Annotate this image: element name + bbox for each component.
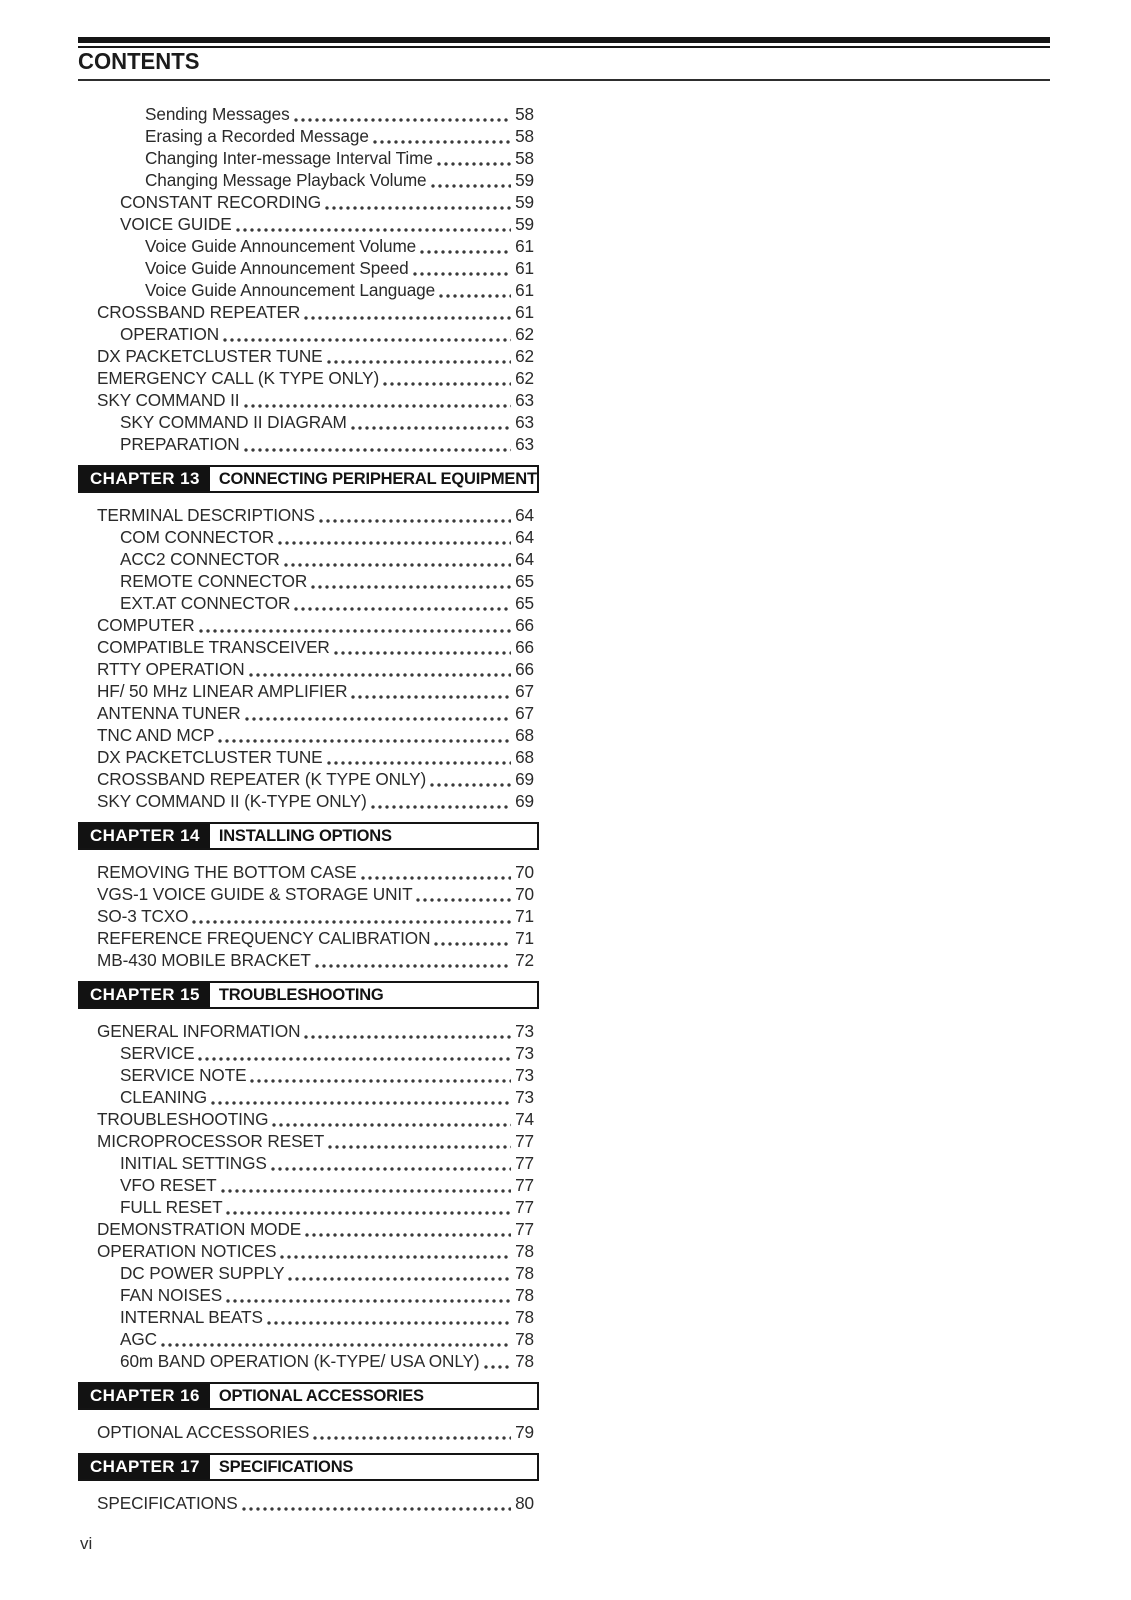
toc-entry-label: GENERAL INFORMATION bbox=[97, 1021, 301, 1041]
dot-leader bbox=[361, 876, 511, 880]
dot-leader bbox=[198, 1057, 511, 1061]
toc-entry bbox=[120, 1350, 539, 1372]
dot-leader bbox=[161, 1343, 511, 1347]
dot-leader bbox=[351, 695, 511, 699]
toc-entry-page-number: 77 bbox=[515, 1197, 534, 1217]
toc-entry-label: CONSTANT RECORDING bbox=[120, 192, 321, 212]
toc-entry-label: DEMONSTRATION MODE bbox=[97, 1219, 302, 1239]
toc-entry bbox=[97, 636, 539, 658]
toc-entry bbox=[120, 1328, 539, 1350]
dot-leader bbox=[371, 805, 511, 809]
dot-leader bbox=[294, 607, 511, 611]
toc-entry-label: INTERNAL BEATS bbox=[120, 1307, 263, 1327]
toc-entry-page-number: 59 bbox=[515, 192, 534, 212]
dot-leader bbox=[236, 228, 511, 232]
toc-entry bbox=[120, 548, 539, 570]
dot-leader bbox=[304, 1035, 511, 1039]
toc-entry bbox=[97, 1421, 539, 1443]
toc-entry bbox=[97, 1020, 539, 1042]
toc-entry-label: DX PACKETCLUSTER TUNE bbox=[97, 747, 323, 767]
toc-entry-page-number: 58 bbox=[515, 104, 534, 124]
toc-entry-label: TERMINAL DESCRIPTIONS bbox=[97, 505, 315, 525]
toc-entry bbox=[120, 323, 539, 345]
toc-entry-label: VOICE GUIDE bbox=[120, 214, 232, 234]
toc-entry-page-number: 77 bbox=[515, 1219, 534, 1239]
toc-entry bbox=[120, 411, 539, 433]
toc-entry-label: SO-3 TCXO bbox=[97, 906, 189, 926]
dot-leader bbox=[245, 717, 512, 721]
toc-entry-page-number: 74 bbox=[515, 1109, 534, 1129]
page-number-footer: vi bbox=[80, 1534, 93, 1553]
toc-entry-label: OPTIONAL ACCESSORIES bbox=[97, 1422, 310, 1442]
toc-entry-label: CLEANING bbox=[120, 1087, 208, 1107]
toc-entry bbox=[97, 861, 539, 883]
dot-leader bbox=[434, 942, 511, 946]
toc-entry-page-number: 73 bbox=[515, 1021, 534, 1041]
toc-entry-label: INITIAL SETTINGS bbox=[120, 1153, 267, 1173]
toc-entry bbox=[120, 1152, 539, 1174]
dot-leader bbox=[284, 563, 511, 567]
dot-leader bbox=[244, 404, 512, 408]
toc-entry bbox=[145, 125, 539, 147]
dot-leader bbox=[223, 338, 511, 342]
toc-entry bbox=[120, 1064, 539, 1086]
toc-entry-label: SKY COMMAND II bbox=[97, 390, 240, 410]
toc-entry-label: AGC bbox=[120, 1329, 157, 1349]
toc-entry bbox=[97, 504, 539, 526]
toc-entry-page-number: 78 bbox=[515, 1241, 534, 1261]
toc-entry-label: Changing Inter-message Interval Time bbox=[145, 148, 433, 168]
toc-entry-page-number: 64 bbox=[515, 527, 534, 547]
toc-entry-page-number: 65 bbox=[515, 571, 534, 591]
toc-entry-label: 60m BAND OPERATION (K-TYPE/ USA ONLY) bbox=[120, 1351, 480, 1371]
toc-entry bbox=[120, 1174, 539, 1196]
toc-entry-page-number: 69 bbox=[515, 769, 534, 789]
toc-entry bbox=[97, 680, 539, 702]
dot-leader bbox=[373, 140, 511, 144]
toc-entry bbox=[145, 235, 539, 257]
toc-entry bbox=[145, 169, 539, 191]
toc-entry-page-number: 58 bbox=[515, 148, 534, 168]
toc-entry bbox=[120, 191, 539, 213]
toc-entry bbox=[120, 1086, 539, 1108]
toc-entry-page-number: 77 bbox=[515, 1153, 534, 1173]
toc-entry-page-number: 72 bbox=[515, 950, 534, 970]
toc-entry bbox=[97, 949, 539, 971]
dot-leader bbox=[226, 1211, 511, 1215]
toc-entry-label: OPERATION bbox=[120, 324, 220, 344]
toc-entry-label: REMOTE CONNECTOR bbox=[120, 571, 308, 591]
toc-entry-label: EXT.AT CONNECTOR bbox=[120, 593, 291, 613]
dot-leader bbox=[211, 1101, 511, 1105]
chapter-heading bbox=[78, 1453, 539, 1481]
toc-entry-page-number: 78 bbox=[515, 1263, 534, 1283]
toc-entry-page-number: 64 bbox=[515, 505, 534, 525]
toc-entry-label: COM CONNECTOR bbox=[120, 527, 275, 547]
toc-entry bbox=[97, 389, 539, 411]
toc-entry-page-number: 78 bbox=[515, 1351, 534, 1371]
chapter-title: INSTALLING OPTIONS bbox=[218, 826, 392, 845]
toc-entry bbox=[120, 213, 539, 235]
toc-entry bbox=[145, 257, 539, 279]
toc-entry-label: MICROPROCESSOR RESET bbox=[97, 1131, 325, 1151]
dot-leader bbox=[192, 920, 511, 924]
dot-leader bbox=[294, 118, 511, 122]
toc-entry-label: SPECIFICATIONS bbox=[97, 1493, 238, 1513]
page-title: CONTENTS bbox=[78, 48, 200, 74]
toc-entry-page-number: 70 bbox=[515, 862, 534, 882]
toc-entry bbox=[97, 927, 539, 949]
dot-leader bbox=[280, 1255, 511, 1259]
toc-entry-label: HF/ 50 MHz LINEAR AMPLIFIER bbox=[97, 681, 348, 701]
toc-entry-label: REFERENCE FREQUENCY CALIBRATION bbox=[97, 928, 431, 948]
toc-entry bbox=[97, 883, 539, 905]
toc-entry bbox=[97, 1218, 539, 1240]
toc-entry bbox=[97, 367, 539, 389]
dot-leader bbox=[218, 739, 511, 743]
dot-leader bbox=[304, 316, 511, 320]
toc-entry-label: RTTY OPERATION bbox=[97, 659, 245, 679]
toc-entry-page-number: 70 bbox=[515, 884, 534, 904]
toc-entry-page-number: 77 bbox=[515, 1175, 534, 1195]
dot-leader bbox=[334, 651, 511, 655]
toc-entry bbox=[97, 746, 539, 768]
toc-entry-label: COMPATIBLE TRANSCEIVER bbox=[97, 637, 330, 657]
toc-entry-page-number: 73 bbox=[515, 1043, 534, 1063]
chapter-heading bbox=[78, 822, 539, 850]
toc-entry bbox=[97, 345, 539, 367]
dot-leader bbox=[431, 184, 512, 188]
dot-leader bbox=[226, 1299, 511, 1303]
toc-entry bbox=[120, 1196, 539, 1218]
chapter-number-badge: CHAPTER 16 bbox=[80, 1384, 210, 1408]
toc-entry-label: Voice Guide Announcement Volume bbox=[145, 236, 417, 256]
toc-entry-page-number: 71 bbox=[515, 906, 534, 926]
dot-leader bbox=[272, 1123, 511, 1127]
toc-entry-page-number: 62 bbox=[515, 324, 534, 344]
toc-entry-page-number: 61 bbox=[515, 258, 534, 278]
chapter-title: CONNECTING PERIPHERAL EQUIPMENT bbox=[218, 469, 537, 488]
dot-leader bbox=[271, 1167, 511, 1171]
toc-entry-page-number: 63 bbox=[515, 412, 534, 432]
toc-entry bbox=[120, 526, 539, 548]
toc-entry-label: DX PACKETCLUSTER TUNE bbox=[97, 346, 323, 366]
toc-entry-label: CROSSBAND REPEATER (K TYPE ONLY) bbox=[97, 769, 427, 789]
toc-entry-label: Erasing a Recorded Message bbox=[145, 126, 369, 146]
toc-entry-label: ANTENNA TUNER bbox=[97, 703, 241, 723]
toc-entry-label: TNC AND MCP bbox=[97, 725, 215, 745]
toc-entry bbox=[120, 1042, 539, 1064]
dot-leader bbox=[244, 448, 512, 452]
toc-entry bbox=[97, 790, 539, 812]
toc-entry bbox=[145, 147, 539, 169]
toc-entry-label: Sending Messages bbox=[145, 104, 290, 124]
toc-entry bbox=[97, 1240, 539, 1262]
toc-entry-page-number: 61 bbox=[515, 236, 534, 256]
toc-entry bbox=[145, 279, 539, 301]
toc-entry-label: SERVICE NOTE bbox=[120, 1065, 247, 1085]
header-double-rule-thick bbox=[78, 37, 1050, 43]
chapter-title: TROUBLESHOOTING bbox=[218, 985, 384, 1004]
dot-leader bbox=[420, 250, 511, 254]
toc-entry bbox=[120, 570, 539, 592]
toc-entry-label: COMPUTER bbox=[97, 615, 195, 635]
dot-leader bbox=[242, 1507, 512, 1511]
dot-leader bbox=[430, 783, 511, 787]
toc-entry-label: EMERGENCY CALL (K TYPE ONLY) bbox=[97, 368, 380, 388]
toc-entry-label: CROSSBAND REPEATER bbox=[97, 302, 301, 322]
toc-entry-page-number: 80 bbox=[515, 1493, 534, 1513]
toc-entry-page-number: 59 bbox=[515, 214, 534, 234]
dot-leader bbox=[311, 585, 511, 589]
toc-entry-label: REMOVING THE BOTTOM CASE bbox=[97, 862, 357, 882]
toc-entry-label: FULL RESET bbox=[120, 1197, 223, 1217]
toc-entry-page-number: 68 bbox=[515, 725, 534, 745]
header-underline-rule bbox=[78, 79, 1050, 81]
toc-entry bbox=[97, 1130, 539, 1152]
dot-leader bbox=[413, 272, 511, 276]
toc-entry-page-number: 73 bbox=[515, 1065, 534, 1085]
dot-leader bbox=[278, 541, 511, 545]
toc-entry-page-number: 69 bbox=[515, 791, 534, 811]
toc-entry-page-number: 78 bbox=[515, 1329, 534, 1349]
toc-entry-label: OPERATION NOTICES bbox=[97, 1241, 277, 1261]
toc-entry bbox=[97, 905, 539, 927]
toc-entry-label: TROUBLESHOOTING bbox=[97, 1109, 269, 1129]
chapter-number-badge: CHAPTER 13 bbox=[80, 467, 210, 491]
toc-entry-page-number: 78 bbox=[515, 1285, 534, 1305]
toc-entry-page-number: 78 bbox=[515, 1307, 534, 1327]
toc-entry-page-number: 58 bbox=[515, 126, 534, 146]
toc-entry-page-number: 59 bbox=[515, 170, 534, 190]
dot-leader bbox=[267, 1321, 511, 1325]
chapter-title: SPECIFICATIONS bbox=[218, 1457, 354, 1476]
toc-entry-label: MB-430 MOBILE BRACKET bbox=[97, 950, 311, 970]
dot-leader bbox=[327, 360, 512, 364]
toc-entry-page-number: 66 bbox=[515, 637, 534, 657]
dot-leader bbox=[250, 1079, 511, 1083]
toc-entry-label: ACC2 CONNECTOR bbox=[120, 549, 280, 569]
toc-entry-page-number: 62 bbox=[515, 368, 534, 388]
dot-leader bbox=[327, 761, 512, 765]
toc-entry bbox=[97, 724, 539, 746]
toc-entry bbox=[120, 1284, 539, 1306]
toc-entry-label: Changing Message Playback Volume bbox=[145, 170, 427, 190]
toc-entry-page-number: 79 bbox=[515, 1422, 534, 1442]
dot-leader bbox=[439, 294, 511, 298]
toc-entry-label: SKY COMMAND II DIAGRAM bbox=[120, 412, 347, 432]
toc-entry bbox=[97, 614, 539, 636]
toc-entry bbox=[120, 1306, 539, 1328]
dot-leader bbox=[199, 629, 512, 633]
chapter-number-badge: CHAPTER 15 bbox=[80, 983, 210, 1007]
toc-entry-page-number: 71 bbox=[515, 928, 534, 948]
toc-entry bbox=[97, 1492, 539, 1514]
dot-leader bbox=[416, 898, 511, 902]
table-of-contents bbox=[78, 103, 539, 1514]
toc-entry-page-number: 65 bbox=[515, 593, 534, 613]
dot-leader bbox=[305, 1233, 511, 1237]
toc-entry-label: Voice Guide Announcement Language bbox=[145, 280, 436, 300]
dot-leader bbox=[437, 162, 511, 166]
toc-entry-page-number: 61 bbox=[515, 302, 534, 322]
dot-leader bbox=[325, 206, 511, 210]
toc-entry bbox=[97, 702, 539, 724]
chapter-number-badge: CHAPTER 14 bbox=[80, 824, 210, 848]
toc-entry bbox=[120, 433, 539, 455]
header-double-rule-thin bbox=[78, 46, 1050, 48]
toc-entry-label: FAN NOISES bbox=[120, 1285, 223, 1305]
chapter-heading bbox=[78, 465, 539, 493]
toc-entry bbox=[120, 592, 539, 614]
chapter-title: OPTIONAL ACCESSORIES bbox=[218, 1386, 424, 1405]
toc-entry-page-number: 62 bbox=[515, 346, 534, 366]
toc-entry-page-number: 63 bbox=[515, 434, 534, 454]
dot-leader bbox=[249, 673, 511, 677]
toc-entry-page-number: 77 bbox=[515, 1131, 534, 1151]
toc-entry bbox=[97, 658, 539, 680]
toc-entry-page-number: 64 bbox=[515, 549, 534, 569]
chapter-heading bbox=[78, 1382, 539, 1410]
dot-leader bbox=[328, 1145, 511, 1149]
toc-entry-page-number: 66 bbox=[515, 615, 534, 635]
dot-leader bbox=[484, 1365, 512, 1369]
toc-entry-label: SKY COMMAND II (K-TYPE ONLY) bbox=[97, 791, 367, 811]
toc-entry-label: SERVICE bbox=[120, 1043, 195, 1063]
toc-entry-label: PREPARATION bbox=[120, 434, 240, 454]
toc-entry-page-number: 67 bbox=[515, 703, 534, 723]
toc-entry-label: VFO RESET bbox=[120, 1175, 217, 1195]
dot-leader bbox=[319, 519, 511, 523]
dot-leader bbox=[288, 1277, 511, 1281]
toc-entry-page-number: 68 bbox=[515, 747, 534, 767]
dot-leader bbox=[221, 1189, 512, 1193]
dot-leader bbox=[315, 964, 511, 968]
toc-entry bbox=[120, 1262, 539, 1284]
toc-entry bbox=[97, 768, 539, 790]
dot-leader bbox=[383, 382, 511, 386]
toc-entry-label: Voice Guide Announcement Speed bbox=[145, 258, 409, 278]
toc-entry bbox=[97, 1108, 539, 1130]
toc-entry-label: DC POWER SUPPLY bbox=[120, 1263, 285, 1283]
toc-entry-page-number: 73 bbox=[515, 1087, 534, 1107]
toc-entry-page-number: 61 bbox=[515, 280, 534, 300]
toc-entry-page-number: 66 bbox=[515, 659, 534, 679]
dot-leader bbox=[351, 426, 511, 430]
chapter-number-badge: CHAPTER 17 bbox=[80, 1455, 210, 1479]
chapter-heading bbox=[78, 981, 539, 1009]
toc-entry bbox=[145, 103, 539, 125]
toc-entry-page-number: 63 bbox=[515, 390, 534, 410]
toc-entry bbox=[97, 301, 539, 323]
toc-entry-label: VGS-1 VOICE GUIDE & STORAGE UNIT bbox=[97, 884, 413, 904]
toc-entry-page-number: 67 bbox=[515, 681, 534, 701]
dot-leader bbox=[313, 1436, 511, 1440]
